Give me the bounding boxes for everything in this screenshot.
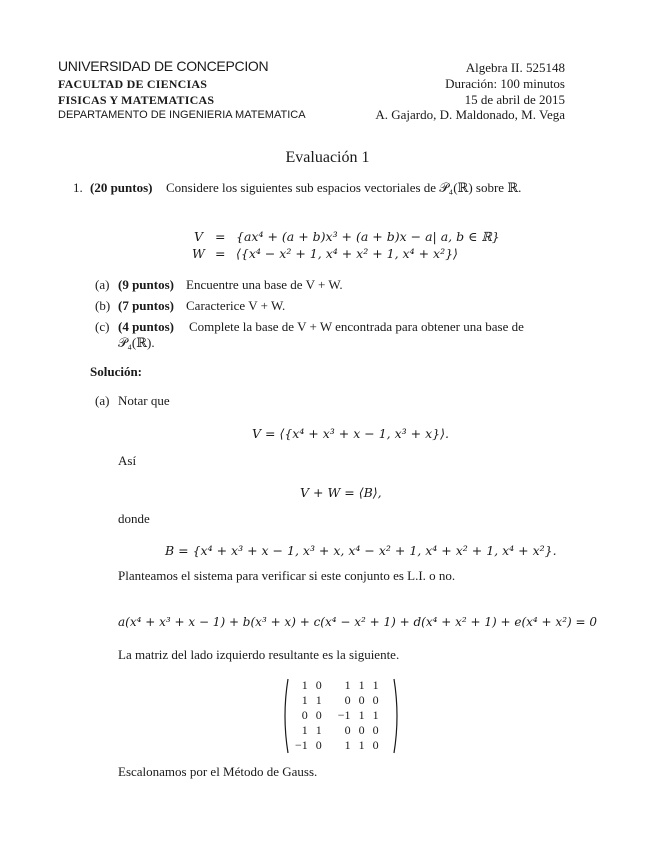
part-b-text: Caracterice V + W. xyxy=(186,298,286,313)
linear-combination-equation: a(x⁴ + x³ + x − 1) + b(x³ + x) + c(x⁴ − x² + 1) + d(x⁴ + x² + 1) + e(x⁴ + x²) = 0 xyxy=(118,615,598,629)
w-symbol: W xyxy=(192,246,205,261)
part-a-label: (a) xyxy=(95,277,110,292)
matrix-cell: 0 xyxy=(301,708,308,722)
solution-heading: Solución: xyxy=(90,364,143,379)
matrix-cell: 1 xyxy=(372,708,379,722)
matrix-cell: 1 xyxy=(344,738,351,752)
matrix-cell: 1 xyxy=(372,678,379,692)
part-c-text-cont: 𝒫₄(ℝ). xyxy=(118,335,155,350)
w-definition: ⟨{x⁴ − x² + 1, x⁴ + x² + 1, x⁴ + x²}⟩ xyxy=(236,246,458,261)
matrix-cell: 0 xyxy=(372,693,379,707)
part-a-points: (9 puntos) xyxy=(118,277,174,292)
v-definition: {ax⁴ + (a + b)x³ + (a + b)x − a| a, b ∈ ℝ} xyxy=(236,229,500,244)
problem-statement: Considere los siguientes sub espacios vectoriales de 𝒫₄(ℝ) sobre ℝ. xyxy=(166,180,522,195)
matrix-cell: 0 xyxy=(372,738,379,752)
matrix-cell: 1 xyxy=(301,693,308,707)
matrix-cell: 1 xyxy=(358,738,365,752)
matrix-cell: −1 xyxy=(295,738,308,752)
department-name: DEPARTAMENTO DE INGENIERIA MATEMATICA xyxy=(58,109,306,121)
part-c-label: (c) xyxy=(95,319,110,334)
matrix-row xyxy=(291,708,383,723)
matrix-cell: 1 xyxy=(344,678,351,692)
matrix-cell: 1 xyxy=(301,678,308,692)
matrix-row xyxy=(291,693,383,708)
left-parenthesis-icon xyxy=(281,678,289,754)
equation-v-plus-w: V + W = ⟨B⟩, xyxy=(300,485,382,500)
part-c-points: (4 puntos) xyxy=(118,319,174,334)
matrix-cell: 0 xyxy=(344,693,351,707)
matrix-cell: 0 xyxy=(344,723,351,737)
right-parenthesis-icon xyxy=(393,678,401,754)
matrix-cell: 0 xyxy=(372,723,379,737)
exam-authors: A. Gajardo, D. Maldonado, M. Vega xyxy=(375,107,565,122)
matrix-cell: 0 xyxy=(315,708,322,722)
matrix-cell: 0 xyxy=(358,693,365,707)
part-c-text: Complete la base de V + W encontrada para obtener una base de xyxy=(189,319,524,334)
problem-number: 1. xyxy=(73,180,83,195)
matrix-cell: −1 xyxy=(337,708,351,722)
v-symbol: V xyxy=(194,229,204,244)
equation-set-b: B = {x⁴ + x³ + x − 1, x³ + x, x⁴ − x² + 1, x⁴ + x² + 1, x⁴ + x²}. xyxy=(165,543,557,558)
v-equals: = xyxy=(215,229,226,244)
matrix-cell: 1 xyxy=(358,678,365,692)
course-code: Algebra II. 525148 xyxy=(465,60,565,75)
matrix-cell: 0 xyxy=(358,723,365,737)
faculty-name-2: FISICAS Y MATEMATICAS xyxy=(58,93,215,107)
solution-part-a-label: (a) xyxy=(95,393,110,408)
exam-title: Evaluación 1 xyxy=(285,149,370,166)
donde-text: donde xyxy=(118,511,150,526)
part-b-label: (b) xyxy=(95,298,111,313)
matrix-cell: 1 xyxy=(358,708,365,722)
matrix-row xyxy=(291,738,383,753)
matrix-cell: 0 xyxy=(315,738,322,752)
matrix-cell: 1 xyxy=(301,723,308,737)
w-equals: = xyxy=(215,246,226,261)
matrix-row xyxy=(291,723,383,738)
gauss-text: Escalonamos por el Método de Gauss. xyxy=(118,764,318,779)
part-a-text: Encuentre una base de V + W. xyxy=(186,277,343,292)
exam-duration: Duración: 100 minutos xyxy=(445,76,565,91)
matrix-cell: 1 xyxy=(315,723,322,737)
matriz-text: La matriz del lado izquierdo resultante es la siguiente. xyxy=(118,647,400,662)
university-name: UNIVERSIDAD DE CONCEPCION xyxy=(58,58,269,74)
exam-date: 15 de abril de 2015 xyxy=(464,92,565,107)
asi-text: Así xyxy=(118,453,137,468)
matrix-table xyxy=(291,678,383,753)
notar-text: Notar que xyxy=(118,393,170,408)
part-b-points: (7 puntos) xyxy=(118,298,174,313)
planteamos-text: Planteamos el sistema para verificar si este conjunto es L.I. o no. xyxy=(118,568,456,583)
matrix-cell: 1 xyxy=(315,693,322,707)
matrix-row xyxy=(291,678,383,693)
faculty-name: FACULTAD DE CIENCIAS xyxy=(58,77,208,91)
problem-points: (20 puntos) xyxy=(90,180,153,195)
equation-v-span: V = ⟨{x⁴ + x³ + x − 1, x³ + x}⟩. xyxy=(252,426,449,441)
matrix-cell: 0 xyxy=(315,678,322,692)
coefficient-matrix xyxy=(281,678,401,754)
